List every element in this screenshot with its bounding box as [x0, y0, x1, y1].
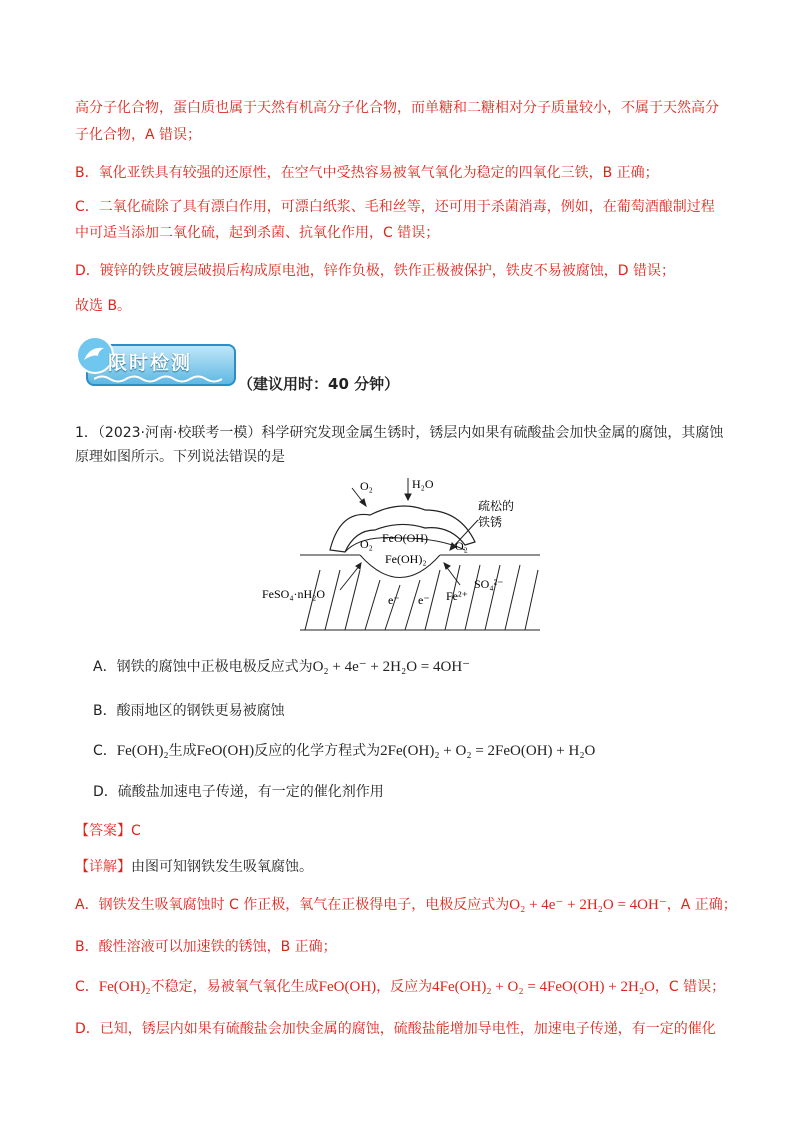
- label-h2o-top: H₂O: [412, 477, 434, 491]
- label-feoh2: Fe(OH)₂: [385, 552, 427, 566]
- option-d: D．硫酸盐加速电子传递，有一定的催化剂作用: [93, 784, 384, 800]
- section-banner: [76, 340, 236, 390]
- explanation-a-line1: 高分子化合物，蛋白质也属于天然有机高分子化合物，而单糖和二糖相对分子质量较小，不属于天然高分: [75, 100, 719, 116]
- option-c-prefix: C．: [93, 743, 117, 759]
- option-c-formula2: FeO(OH): [196, 743, 255, 759]
- detail-c-prefix: C．: [75, 979, 99, 995]
- label-so4: SO₄²⁻: [474, 577, 504, 591]
- label-fe2: Fe²⁺: [446, 589, 468, 603]
- question-line1: 1．（2023·河南·校联考一模）科学研究发现金属生锈时，锈层内如果有硫酸盐会加快金属的腐蚀，其腐蚀: [75, 425, 724, 441]
- label-feso4: FeSO₄·nH₂O: [262, 587, 326, 601]
- option-b: B．酸雨地区的钢铁更易被腐蚀: [93, 703, 285, 719]
- detail-c-mid2: ，反应为: [376, 979, 433, 995]
- detail-intro: 由图可知钢铁发生吸氧腐蚀。: [131, 859, 313, 875]
- corrosion-diagram: [260, 470, 550, 635]
- option-c: [93, 740, 595, 760]
- label-o2-top: O₂: [360, 479, 373, 493]
- label-o2-right: O₂: [455, 539, 468, 553]
- answer-value: C: [131, 823, 141, 839]
- label-o2-left: O₂: [360, 537, 373, 551]
- explanation-c-line2: 中可适当添加二氧化硫，起到杀菌、抗氧化作用，C 错误；: [75, 225, 440, 241]
- option-c-formula1: Fe(OH)₂: [116, 743, 169, 759]
- label-feooh: FeO(OH): [382, 531, 428, 545]
- answer-line: [75, 820, 141, 840]
- detail-intro-line: [75, 856, 313, 876]
- detail-b: B．酸性溶液可以加速铁的锈蚀，B 正确；: [75, 939, 337, 955]
- detail-c-end: ，C 错误；: [654, 979, 726, 995]
- wave-decoration: [94, 374, 234, 384]
- detail-c: [75, 976, 725, 996]
- option-c-equation: 2Fe(OH)₂ + O₂ = 2FeO(OH) + H₂O: [380, 743, 596, 759]
- label-rust1: 疏松的: [478, 499, 515, 513]
- option-a: [93, 656, 470, 676]
- detail-d: D．已知，锈层内如果有硫酸盐会加快金属的腐蚀，硫酸盐能增加导电性，加速电子传递，有一定的催化: [75, 1021, 716, 1037]
- detail-a-equation: O₂ + 4e⁻ + 2H₂O = 4OH⁻: [509, 897, 667, 913]
- detail-a: [75, 894, 737, 914]
- section-subtitle: （建议用时：40 分钟）: [238, 375, 400, 393]
- option-a-text: A．钢铁的腐蚀中正极电极反应式为: [93, 659, 313, 675]
- detail-c-equation: 4Fe(OH)₂ + O₂ = 4FeO(OH) + 2H₂O: [432, 979, 655, 995]
- detail-label: 【详解】: [75, 859, 131, 875]
- question-line2: 原理如图所示。下列说法错误的是: [75, 449, 285, 465]
- banner-title: 限时检测: [108, 352, 193, 374]
- detail-c-formula1: Fe(OH)₂: [98, 979, 151, 995]
- option-a-equation: O₂ + 4e⁻ + 2H₂O = 4OH⁻: [312, 659, 471, 675]
- label-e1: e⁻: [388, 593, 400, 607]
- detail-c-formula2: FeO(OH): [318, 979, 377, 995]
- label-rust2: 铁锈: [478, 515, 503, 529]
- detail-c-mid1: 不稳定，易被氧气氧化生成: [150, 979, 319, 995]
- option-c-mid2: 反应的化学方程式为: [254, 743, 381, 759]
- detail-a-end: ，A 正确；: [666, 897, 737, 913]
- explanation-a-line2: 子化合物，A 错误；: [75, 127, 202, 143]
- explanation-c-line1: C．二氧化硫除了具有漂白作用，可漂白纸浆、毛和丝等，还可用于杀菌消毒，例如，在葡萄酒酿制过程: [75, 199, 715, 215]
- label-e2: e⁻: [418, 593, 430, 607]
- detail-a-text: A．钢铁发生吸氧腐蚀时 C 作正极，氧气在正极得电子，电极反应式为: [75, 897, 510, 913]
- explanation-d-line: D．镀锌的铁皮镀层破损后构成原电池，锌作负极，铁作正极被保护，铁皮不易被腐蚀，D 错误；: [75, 263, 676, 279]
- explanation-b-line: B．氧化亚铁具有较强的还原性，在空气中受热容易被氧气氧化为稳定的四氧化三铁，B 正确；: [75, 165, 659, 181]
- explanation-conclusion: 故选 B。: [75, 298, 132, 314]
- option-c-mid1: 生成: [168, 743, 197, 759]
- answer-label: 【答案】: [75, 823, 131, 839]
